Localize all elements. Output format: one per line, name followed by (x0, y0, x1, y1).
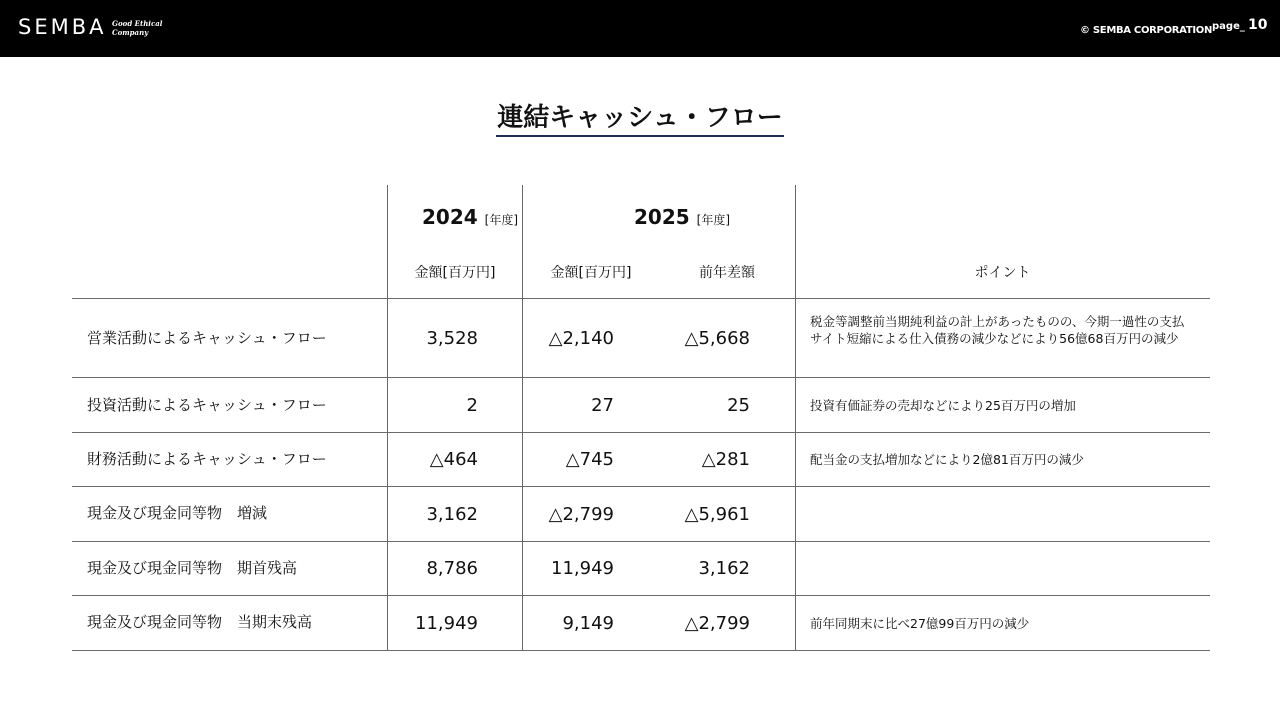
value-2025: 27 (591, 395, 614, 416)
value-diff: △2,799 (684, 613, 750, 634)
year-2025-value: 2025 (634, 205, 690, 229)
col-header-amount-2025: 金額[百万円] (550, 265, 632, 281)
table-divider (72, 298, 1210, 299)
value-2025: △2,140 (548, 328, 614, 349)
page-title-text: 連結キャッシュ・フロー (496, 101, 783, 137)
table-divider (72, 377, 1210, 378)
value-diff: △5,961 (684, 504, 750, 525)
row-point: 配当金の支払増加などにより2億81百万円の減少 (810, 452, 1084, 467)
col-header-diff: 前年差額 (699, 265, 755, 281)
header-bar (0, 0, 1280, 57)
page-label: page_ (1212, 21, 1245, 32)
value-2025: △2,799 (548, 504, 614, 525)
value-diff: △281 (701, 449, 750, 470)
table-divider (72, 650, 1210, 651)
page-number: 10 (1248, 17, 1268, 33)
value-2024: 3,528 (426, 328, 478, 349)
row-label: 現金及び現金同等物 当期末残高 (87, 613, 313, 631)
value-diff: 3,162 (698, 558, 750, 579)
value-diff: 25 (727, 395, 750, 416)
table-divider (72, 541, 1210, 542)
row-label: 現金及び現金同等物 増減 (87, 504, 268, 522)
value-2024: 11,949 (415, 613, 478, 634)
company-logo: SEMBA (18, 15, 107, 39)
row-point: 投資有価証券の売却などにより25百万円の増加 (810, 398, 1076, 413)
year-2025-header (634, 205, 730, 232)
row-point: 前年同期末に比べ27億99百万円の減少 (810, 616, 1030, 631)
page-title (0, 101, 1280, 137)
row-label: 営業活動によるキャッシュ・フロー (87, 329, 327, 347)
value-2025: 11,949 (551, 558, 614, 579)
value-2025: △745 (565, 449, 614, 470)
value-2024: △464 (429, 449, 478, 470)
value-2024: 2 (466, 395, 478, 416)
row-label: 財務活動によるキャッシュ・フロー (87, 450, 327, 468)
copyright-text: © SEMBA CORPORATION (1080, 25, 1213, 36)
row-label: 投資活動によるキャッシュ・フロー (87, 396, 327, 414)
col-header-point: ポイント (974, 265, 1031, 281)
row-point: 税金等調整前当期純利益の計上があったものの、今期一過性の支払サイト短縮による仕入債務の減少などにより56億68百万円の減少 (810, 314, 1185, 346)
value-2024: 3,162 (426, 504, 478, 525)
value-2024: 8,786 (426, 558, 478, 579)
table-divider (795, 185, 796, 650)
row-label: 現金及び現金同等物 期首残高 (87, 559, 298, 577)
table-divider (72, 486, 1210, 487)
table-divider (387, 185, 388, 650)
table-divider (72, 432, 1210, 433)
year-2024-header (422, 205, 518, 232)
year-2024-unit: [年度] (484, 213, 519, 227)
year-2024-value: 2024 (422, 205, 478, 229)
table-divider (72, 595, 1210, 596)
col-header-amount-2024: 金額[百万円] (414, 265, 496, 281)
company-tagline: Good Ethical Company (112, 19, 163, 37)
table-divider (522, 185, 523, 650)
value-diff: △5,668 (684, 328, 750, 349)
value-2025: 9,149 (562, 613, 614, 634)
year-2025-unit: [年度] (696, 213, 731, 227)
